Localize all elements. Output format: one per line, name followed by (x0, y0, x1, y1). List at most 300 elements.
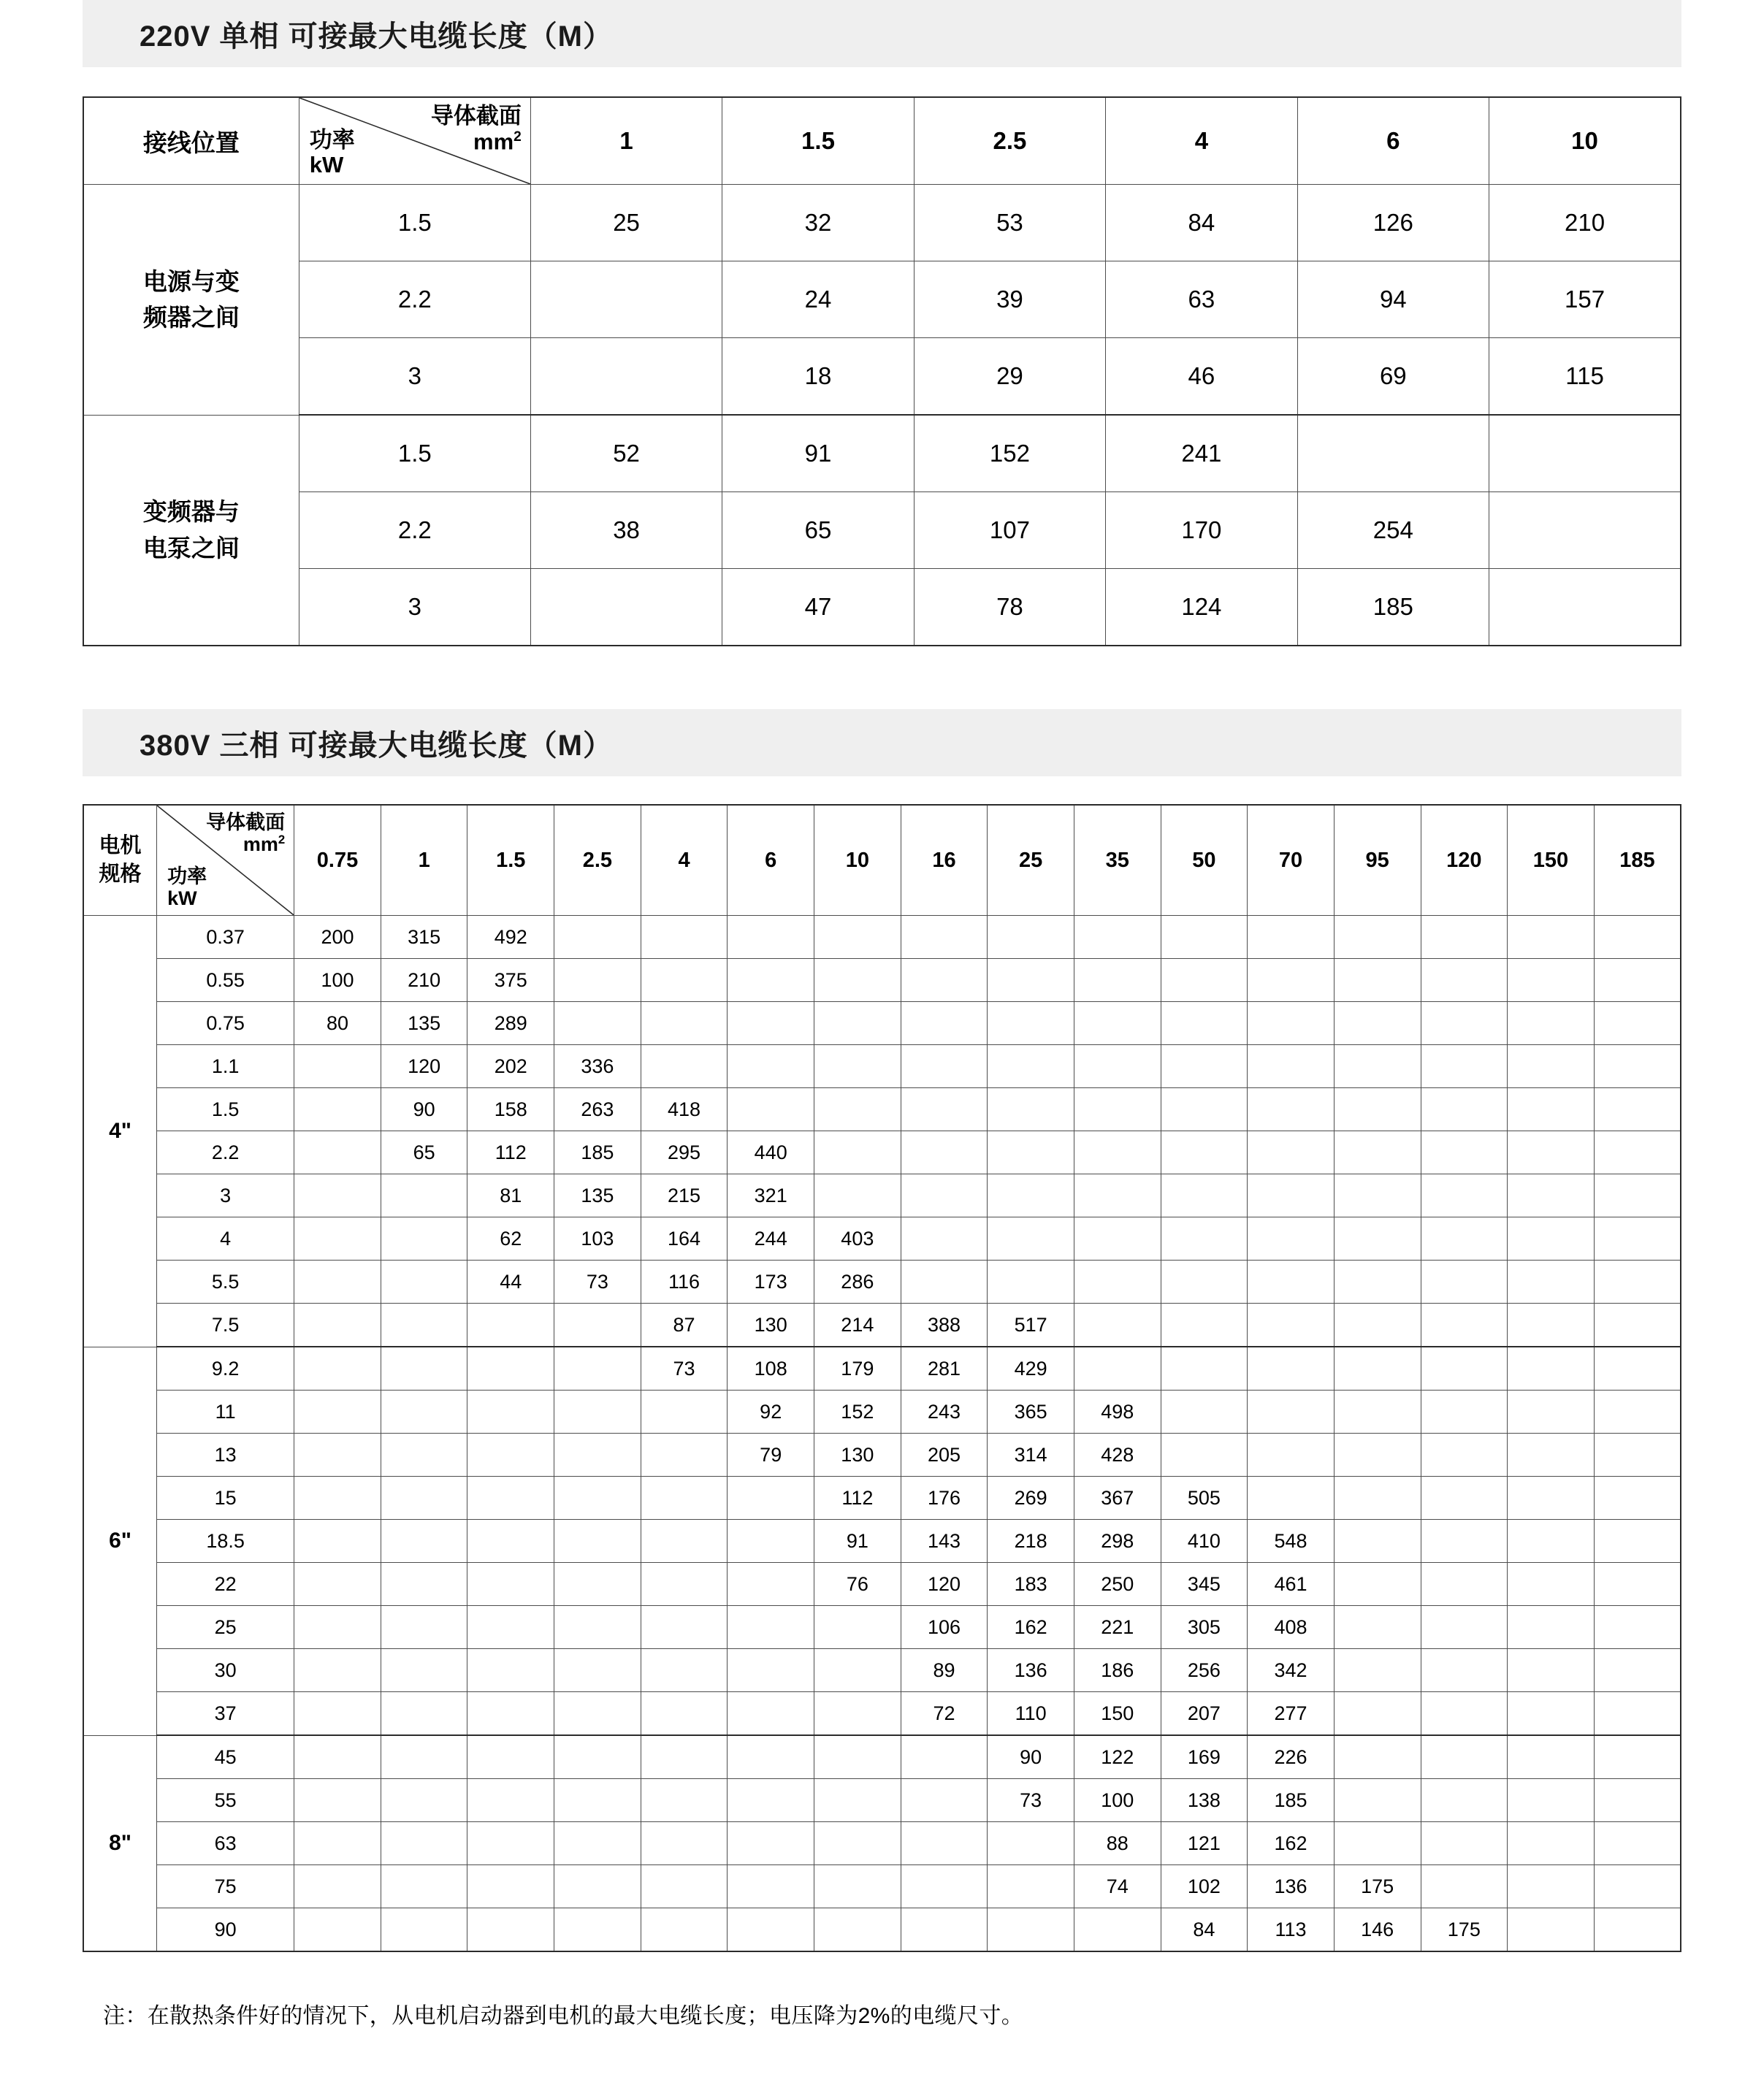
data-cell (294, 1174, 381, 1217)
data-cell: 91 (814, 1520, 901, 1563)
data-cell (988, 1174, 1074, 1217)
data-cell: 200 (294, 916, 381, 959)
data-cell (554, 1304, 641, 1347)
data-cell (641, 1520, 728, 1563)
power-kw-cell: 13 (157, 1434, 294, 1477)
power-kw-cell: 0.55 (157, 959, 294, 1002)
data-cell: 100 (1074, 1779, 1161, 1822)
power-kw-cell: 5.5 (157, 1261, 294, 1304)
data-cell (1421, 1649, 1508, 1692)
data-cell (1074, 1002, 1161, 1045)
data-cell (641, 1779, 728, 1822)
data-cell (728, 1822, 814, 1865)
data-cell (1421, 1217, 1508, 1261)
data-cell: 286 (814, 1261, 901, 1304)
table-row (83, 1434, 1681, 1477)
data-cell (381, 1347, 467, 1391)
data-cell (467, 1477, 554, 1520)
data-cell (728, 1865, 814, 1908)
data-cell (1074, 1174, 1161, 1217)
data-cell (988, 959, 1074, 1002)
data-cell (1594, 1391, 1681, 1434)
data-cell (1594, 1217, 1681, 1261)
data-cell (467, 1735, 554, 1779)
data-cell (814, 1606, 901, 1649)
data-cell (554, 1779, 641, 1822)
table-row (83, 1908, 1681, 1952)
power-kw-label: 功率 kW (309, 126, 355, 178)
table-row (83, 261, 1681, 338)
data-cell (1161, 1261, 1248, 1304)
data-cell (1334, 1520, 1421, 1563)
data-cell (901, 1131, 988, 1174)
data-cell (1074, 1088, 1161, 1131)
data-cell (381, 1822, 467, 1865)
data-cell: 80 (294, 1002, 381, 1045)
data-cell (988, 1822, 1074, 1865)
data-cell (1594, 1347, 1681, 1391)
data-cell (1074, 1131, 1161, 1174)
data-cell: 84 (1106, 185, 1297, 261)
data-cell (554, 1735, 641, 1779)
data-cell (1334, 1088, 1421, 1131)
data-cell (554, 1822, 641, 1865)
data-cell: 108 (728, 1347, 814, 1391)
data-cell (988, 1088, 1074, 1131)
data-cell (1161, 916, 1248, 959)
data-cell (554, 1563, 641, 1606)
data-cell: 146 (1334, 1908, 1421, 1952)
data-cell (1508, 1304, 1595, 1347)
data-cell: 256 (1161, 1649, 1248, 1692)
data-cell: 24 (722, 261, 914, 338)
data-cell (901, 1002, 988, 1045)
data-cell (814, 1088, 901, 1131)
data-cell: 157 (1489, 261, 1681, 338)
column-header-15: 185 (1594, 805, 1681, 916)
data-cell (1508, 1088, 1595, 1131)
data-cell (467, 1304, 554, 1347)
data-cell (728, 1477, 814, 1520)
data-cell: 92 (728, 1391, 814, 1434)
data-cell (728, 1088, 814, 1131)
data-cell (1161, 1391, 1248, 1434)
data-cell (1248, 1304, 1335, 1347)
table-row (83, 185, 1681, 261)
data-cell: 365 (988, 1391, 1074, 1434)
column-header-11: 70 (1248, 805, 1335, 916)
data-cell: 150 (1074, 1692, 1161, 1736)
data-cell (641, 1735, 728, 1779)
data-cell (294, 1735, 381, 1779)
data-cell: 221 (1074, 1606, 1161, 1649)
table-row (83, 1217, 1681, 1261)
data-cell (1489, 492, 1681, 569)
data-cell: 62 (467, 1217, 554, 1261)
data-cell (641, 1692, 728, 1736)
data-cell: 53 (914, 185, 1105, 261)
data-cell (1161, 1045, 1248, 1088)
power-kw-cell: 45 (157, 1735, 294, 1779)
data-cell (901, 1822, 988, 1865)
data-cell: 106 (901, 1606, 988, 1649)
data-cell: 281 (901, 1347, 988, 1391)
data-cell: 269 (988, 1477, 1074, 1520)
data-cell (1489, 415, 1681, 492)
data-cell (988, 1217, 1074, 1261)
data-cell (641, 1563, 728, 1606)
data-cell (814, 1692, 901, 1736)
data-cell: 250 (1074, 1563, 1161, 1606)
data-cell (1508, 1434, 1595, 1477)
data-cell (1594, 1735, 1681, 1779)
data-cell (467, 1520, 554, 1563)
table-row (83, 1649, 1681, 1692)
table-row (83, 1088, 1681, 1131)
data-cell (1161, 1347, 1248, 1391)
column-header-0: 1 (530, 97, 722, 185)
data-cell: 498 (1074, 1391, 1161, 1434)
data-cell (641, 1649, 728, 1692)
section-380v (83, 709, 1681, 1952)
data-cell (1248, 1434, 1335, 1477)
data-cell (294, 1520, 381, 1563)
data-cell (988, 1002, 1074, 1045)
data-cell (901, 1908, 988, 1952)
data-cell: 185 (1297, 569, 1489, 646)
data-cell: 210 (381, 959, 467, 1002)
data-cell: 89 (901, 1649, 988, 1692)
data-cell (728, 1649, 814, 1692)
data-cell: 173 (728, 1261, 814, 1304)
data-cell (1421, 1304, 1508, 1347)
data-cell (1334, 1347, 1421, 1391)
data-cell: 375 (467, 959, 554, 1002)
data-cell (1248, 1045, 1335, 1088)
data-cell (814, 1174, 901, 1217)
data-cell (1161, 1002, 1248, 1045)
data-cell (1161, 1088, 1248, 1131)
data-cell: 345 (1161, 1563, 1248, 1606)
power-kw-cell: 90 (157, 1908, 294, 1952)
data-cell (554, 1606, 641, 1649)
data-cell (1508, 1563, 1595, 1606)
table-row (83, 959, 1681, 1002)
data-cell (530, 261, 722, 338)
column-header-5: 10 (1489, 97, 1681, 185)
data-cell: 121 (1161, 1822, 1248, 1865)
data-cell: 32 (722, 185, 914, 261)
table-row (83, 338, 1681, 416)
data-cell (1297, 415, 1489, 492)
power-kw-cell: 75 (157, 1865, 294, 1908)
data-cell (1421, 959, 1508, 1002)
power-kw-cell: 3 (299, 569, 530, 646)
data-cell (1421, 916, 1508, 959)
data-cell (1421, 1563, 1508, 1606)
column-header-1: 1.5 (722, 97, 914, 185)
column-header-6: 10 (814, 805, 901, 916)
data-cell (641, 1477, 728, 1520)
data-cell (294, 1606, 381, 1649)
data-cell (728, 916, 814, 959)
data-cell (1421, 1391, 1508, 1434)
data-cell: 289 (467, 1002, 554, 1045)
data-cell (554, 1391, 641, 1434)
data-cell (1334, 1779, 1421, 1822)
table-header-row (83, 805, 1681, 916)
data-cell (728, 1735, 814, 1779)
table-header-row (83, 97, 1681, 185)
section-220v (83, 0, 1681, 646)
data-cell: 76 (814, 1563, 901, 1606)
data-cell: 112 (814, 1477, 901, 1520)
data-cell (728, 1045, 814, 1088)
power-kw-cell: 30 (157, 1649, 294, 1692)
data-cell: 207 (1161, 1692, 1248, 1736)
power-kw-cell: 0.75 (157, 1002, 294, 1045)
data-cell (381, 1304, 467, 1347)
data-cell (530, 338, 722, 416)
data-cell: 47 (722, 569, 914, 646)
data-cell (1508, 1779, 1595, 1822)
data-cell: 103 (554, 1217, 641, 1261)
power-kw-cell: 2.2 (157, 1131, 294, 1174)
data-cell (467, 1908, 554, 1952)
data-cell (1248, 1261, 1335, 1304)
data-cell (1074, 1304, 1161, 1347)
data-cell: 112 (467, 1131, 554, 1174)
data-cell: 90 (988, 1735, 1074, 1779)
data-cell (381, 1735, 467, 1779)
table-row (83, 1477, 1681, 1520)
data-cell: 113 (1248, 1908, 1335, 1952)
data-cell (814, 916, 901, 959)
data-cell (1508, 1391, 1595, 1434)
data-cell: 179 (814, 1347, 901, 1391)
table-row (83, 415, 1681, 492)
data-cell (1508, 1217, 1595, 1261)
data-cell (1594, 1779, 1681, 1822)
data-cell: 492 (467, 916, 554, 959)
data-cell (467, 1563, 554, 1606)
data-cell (1074, 1908, 1161, 1952)
column-header-4: 4 (641, 805, 728, 916)
data-cell: 39 (914, 261, 1105, 338)
data-cell (1248, 1477, 1335, 1520)
table-row (83, 1563, 1681, 1606)
data-cell (1594, 1174, 1681, 1217)
section-title-220v: 220V 单相 可接最大电缆长度（M） (140, 20, 613, 53)
table-row (83, 1347, 1681, 1391)
table-row (83, 1304, 1681, 1347)
data-cell: 202 (467, 1045, 554, 1088)
power-kw-cell: 55 (157, 1779, 294, 1822)
data-cell: 124 (1106, 569, 1297, 646)
data-cell (554, 1520, 641, 1563)
data-cell: 185 (1248, 1779, 1335, 1822)
data-cell: 135 (381, 1002, 467, 1045)
power-kw-label: 功率 kW (167, 865, 207, 909)
data-cell (381, 1391, 467, 1434)
column-header-4: 6 (1297, 97, 1489, 185)
data-cell (554, 916, 641, 959)
data-cell (1334, 1649, 1421, 1692)
data-cell (467, 1391, 554, 1434)
data-cell (1334, 1131, 1421, 1174)
table-row (83, 1174, 1681, 1217)
data-cell (1594, 1131, 1681, 1174)
table-380v-cable-length (83, 804, 1681, 1952)
data-cell (814, 1735, 901, 1779)
data-cell (1334, 1261, 1421, 1304)
data-cell (1421, 1045, 1508, 1088)
data-cell: 164 (641, 1217, 728, 1261)
data-cell (901, 1735, 988, 1779)
data-cell (988, 916, 1074, 959)
table-row (83, 492, 1681, 569)
data-cell (814, 1865, 901, 1908)
data-cell: 315 (381, 916, 467, 959)
data-cell (467, 1692, 554, 1736)
data-cell: 120 (381, 1045, 467, 1088)
table-row (83, 916, 1681, 959)
power-kw-cell: 2.2 (299, 261, 530, 338)
data-cell (1421, 1735, 1508, 1779)
data-cell (1594, 1692, 1681, 1736)
data-cell (381, 1779, 467, 1822)
power-kw-cell: 0.37 (157, 916, 294, 959)
row-group-label-0: 4" (83, 916, 157, 1347)
column-header-7: 16 (901, 805, 988, 916)
data-cell (641, 1045, 728, 1088)
data-cell: 74 (1074, 1865, 1161, 1908)
data-cell (294, 1692, 381, 1736)
data-cell (381, 1649, 467, 1692)
table-220v-cable-length (83, 96, 1681, 646)
wiring-position-header: 接线位置 (83, 97, 299, 185)
data-cell: 87 (641, 1304, 728, 1347)
data-cell (1248, 1088, 1335, 1131)
power-kw-cell: 1.1 (157, 1045, 294, 1088)
data-cell (1334, 1822, 1421, 1865)
power-kw-cell: 3 (299, 338, 530, 416)
data-cell (294, 1865, 381, 1908)
data-cell (1421, 1822, 1508, 1865)
data-cell (1421, 1088, 1508, 1131)
data-cell (1421, 1477, 1508, 1520)
data-cell (1594, 1822, 1681, 1865)
data-cell (381, 1692, 467, 1736)
data-cell (988, 1261, 1074, 1304)
column-header-8: 25 (988, 805, 1074, 916)
data-cell: 295 (641, 1131, 728, 1174)
data-cell: 126 (1297, 185, 1489, 261)
power-kw-cell: 22 (157, 1563, 294, 1606)
data-cell (1248, 1174, 1335, 1217)
data-cell: 115 (1489, 338, 1681, 416)
power-kw-cell: 25 (157, 1606, 294, 1649)
data-cell (381, 1261, 467, 1304)
data-cell: 429 (988, 1347, 1074, 1391)
data-cell (641, 916, 728, 959)
data-cell (1161, 1304, 1248, 1347)
data-cell: 44 (467, 1261, 554, 1304)
data-cell: 136 (1248, 1865, 1335, 1908)
table-row (83, 1002, 1681, 1045)
data-cell: 73 (641, 1347, 728, 1391)
data-cell: 102 (1161, 1865, 1248, 1908)
data-cell (294, 1304, 381, 1347)
data-cell (1508, 1002, 1595, 1045)
data-cell (728, 1002, 814, 1045)
data-cell (901, 1261, 988, 1304)
data-cell: 122 (1074, 1735, 1161, 1779)
data-cell (641, 1822, 728, 1865)
data-cell: 84 (1161, 1908, 1248, 1952)
data-cell: 461 (1248, 1563, 1335, 1606)
data-cell (1421, 1174, 1508, 1217)
data-cell: 65 (722, 492, 914, 569)
data-cell (1508, 1606, 1595, 1649)
data-cell (1334, 1174, 1421, 1217)
data-cell (294, 1822, 381, 1865)
data-cell (728, 1692, 814, 1736)
data-cell: 210 (1489, 185, 1681, 261)
data-cell (814, 1045, 901, 1088)
data-cell (294, 1088, 381, 1131)
data-cell: 170 (1106, 492, 1297, 569)
data-cell (901, 1779, 988, 1822)
data-cell: 241 (1106, 415, 1297, 492)
data-cell (294, 1563, 381, 1606)
data-cell: 78 (914, 569, 1105, 646)
data-cell: 169 (1161, 1735, 1248, 1779)
data-cell: 403 (814, 1217, 901, 1261)
data-cell (1334, 1606, 1421, 1649)
data-cell (1508, 1045, 1595, 1088)
data-cell: 46 (1106, 338, 1297, 416)
section-title-380v: 380V 三相 可接最大电缆长度（M） (140, 729, 613, 762)
data-cell (381, 1606, 467, 1649)
data-cell: 88 (1074, 1822, 1161, 1865)
data-cell (728, 1563, 814, 1606)
data-cell: 90 (381, 1088, 467, 1131)
data-cell (901, 1174, 988, 1217)
data-cell (1508, 959, 1595, 1002)
data-cell: 183 (988, 1563, 1074, 1606)
data-cell (1334, 1304, 1421, 1347)
data-cell (1594, 916, 1681, 959)
data-cell: 65 (381, 1131, 467, 1174)
data-cell: 314 (988, 1434, 1074, 1477)
data-cell (1248, 1002, 1335, 1045)
data-cell (728, 1908, 814, 1952)
data-cell (1594, 1261, 1681, 1304)
data-cell (554, 1692, 641, 1736)
data-cell (554, 1002, 641, 1045)
table-row (83, 1606, 1681, 1649)
data-cell (814, 1131, 901, 1174)
data-cell (1334, 1217, 1421, 1261)
data-cell: 243 (901, 1391, 988, 1434)
column-header-2: 2.5 (914, 97, 1105, 185)
data-cell (294, 1649, 381, 1692)
data-cell: 69 (1297, 338, 1489, 416)
data-cell (1074, 1045, 1161, 1088)
data-cell: 218 (988, 1520, 1074, 1563)
data-cell: 418 (641, 1088, 728, 1131)
